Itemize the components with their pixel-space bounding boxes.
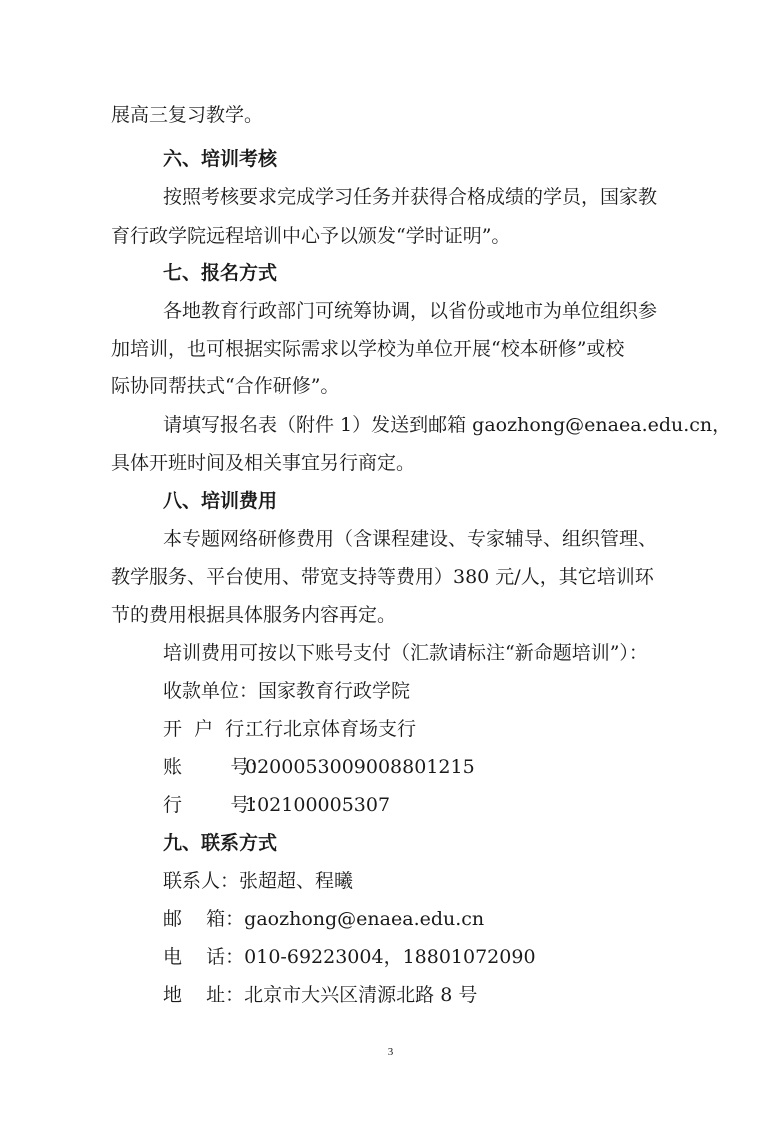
payee-row — [163, 679, 410, 703]
section-9-heading: 九、联系方式 — [163, 832, 278, 854]
section-6-paragraph-line: 按照考核要求完成学习任务并获得合格成绩的学员，国家教 — [163, 186, 658, 208]
section-6-heading: 六、培训考核 — [163, 148, 278, 170]
section-7-paragraph-line: 际协同帮扶式“合作研修”。 — [111, 375, 340, 397]
address-value: 北京市大兴区清源北路 8 号 — [244, 984, 478, 1006]
section-8-payment-note: 培训费用可按以下账号支付（汇款请标注“新命题培训”）： — [163, 642, 648, 664]
contact-row — [163, 869, 353, 893]
account-value: 0200053009008801215 — [245, 756, 475, 778]
account-label: 账 号： — [163, 756, 269, 778]
email-label: 邮 箱： — [163, 908, 245, 930]
section-8-paragraph-line: 本专题网络研修费用（含课程建设、专家辅导、组织管理、 — [163, 528, 658, 550]
continuation-text: 展高三复习教学。 — [111, 104, 264, 126]
payee-label: 收款单位： — [163, 680, 259, 702]
section-8-paragraph-line: 节的费用根据具体服务内容再定。 — [111, 604, 397, 626]
page-number: 3 — [387, 1046, 394, 1058]
phone-label: 电 话： — [163, 946, 245, 968]
section-7-heading: 七、报名方式 — [163, 262, 278, 284]
section-7-paragraph-line: 请填写报名表（附件 1）发送到邮箱 gaozhong@enaea.edu.cn， — [163, 414, 732, 436]
phone-value: 010-69223004，18801072090 — [244, 946, 536, 968]
address-label: 地 址： — [163, 984, 245, 1006]
section-7-paragraph-line: 加培训，也可根据实际需求以学校为单位开展“校本研修”或校 — [111, 338, 625, 360]
bank-label: 开 户 行： — [163, 718, 264, 740]
payee-value: 国家教育行政学院 — [258, 680, 411, 702]
bank-number-value: 102100005307 — [245, 794, 391, 816]
bank-value: 工行北京体育场支行 — [245, 718, 417, 740]
section-6-paragraph-line: 育行政学院远程培训中心予以颁发“学时证明”。 — [111, 225, 511, 247]
section-8-heading: 八、培训费用 — [163, 490, 278, 512]
address-row — [163, 983, 477, 1007]
section-8-paragraph-line: 教学服务、平台使用、带宽支持等费用）380 元/人，其它培训环 — [111, 566, 654, 588]
section-7-paragraph-line: 具体开班时间及相关事宜另行商定。 — [111, 452, 416, 474]
section-7-paragraph-line: 各地教育行政部门可统筹协调，以省份或地市为单位组织参 — [163, 300, 658, 322]
contact-label: 联系人： — [163, 870, 240, 892]
email-row — [163, 907, 484, 931]
bank-row — [163, 717, 416, 741]
bank-number-row — [163, 793, 390, 817]
account-row — [163, 755, 475, 779]
contact-value: 张超超、程曦 — [239, 870, 354, 892]
phone-row — [163, 945, 536, 969]
email-value: gaozhong@enaea.edu.cn — [244, 908, 485, 930]
bank-number-label: 行 号： — [163, 794, 269, 816]
